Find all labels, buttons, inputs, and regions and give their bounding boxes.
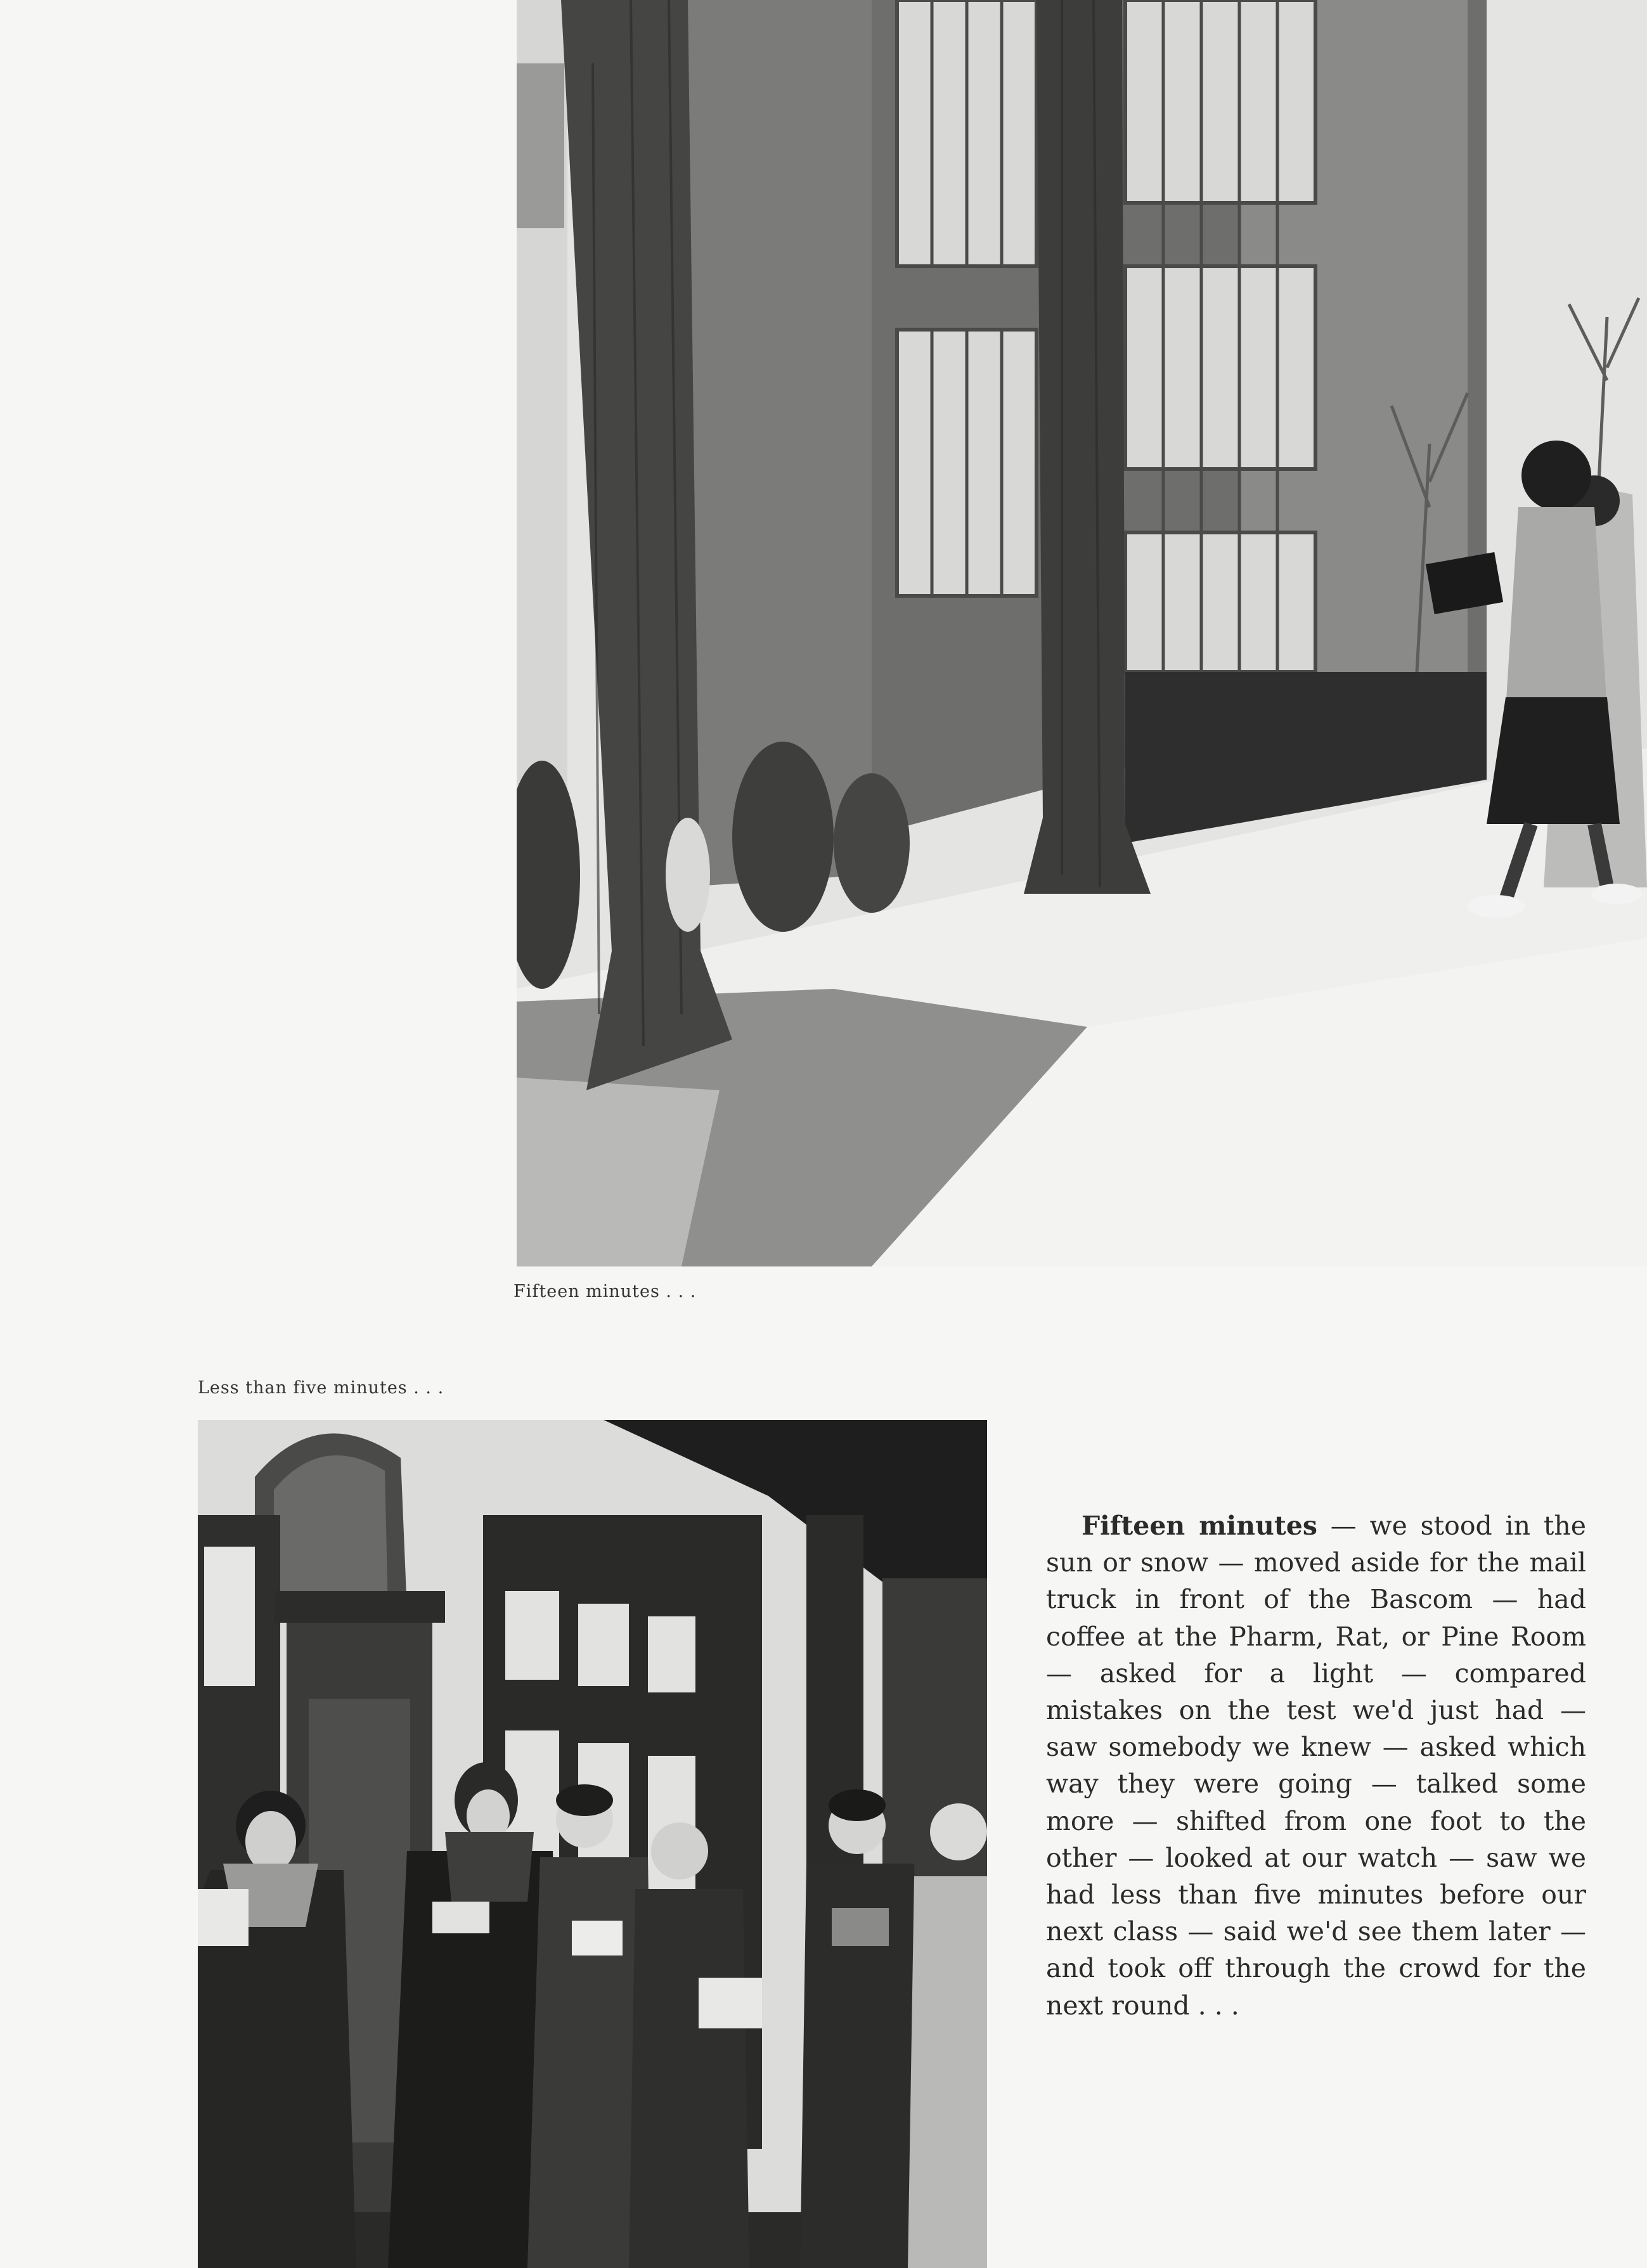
body-paragraph [1046,1507,1586,2024]
bottom-photo-caption: Less than five minutes . . . [198,1378,444,1398]
hallway-students-photo [198,1420,987,2268]
campus-building-illustration [517,0,1647,1266]
campus-building-photo [517,0,1647,1266]
paragraph-lead: Fifteen minutes [1082,1511,1317,1541]
top-photo-caption: Fifteen minutes . . . [513,1282,697,1301]
hallway-students-illustration [198,1420,987,2268]
paragraph-text: — we stood in the sun or snow — moved aside for the mail truck in front of the Bascom — had coffee at the Pharm, Rat, or Pine Room — asked for a light — compared mistakes on the test we'd just had — saw somebody we knew — asked which way they were going — talked some more — shifted from one foot to the other — looked at our watch — saw we had less than five minutes before our next class — said we'd see them later — and took off through the crowd for the next round . . . [1046,1511,1586,2021]
